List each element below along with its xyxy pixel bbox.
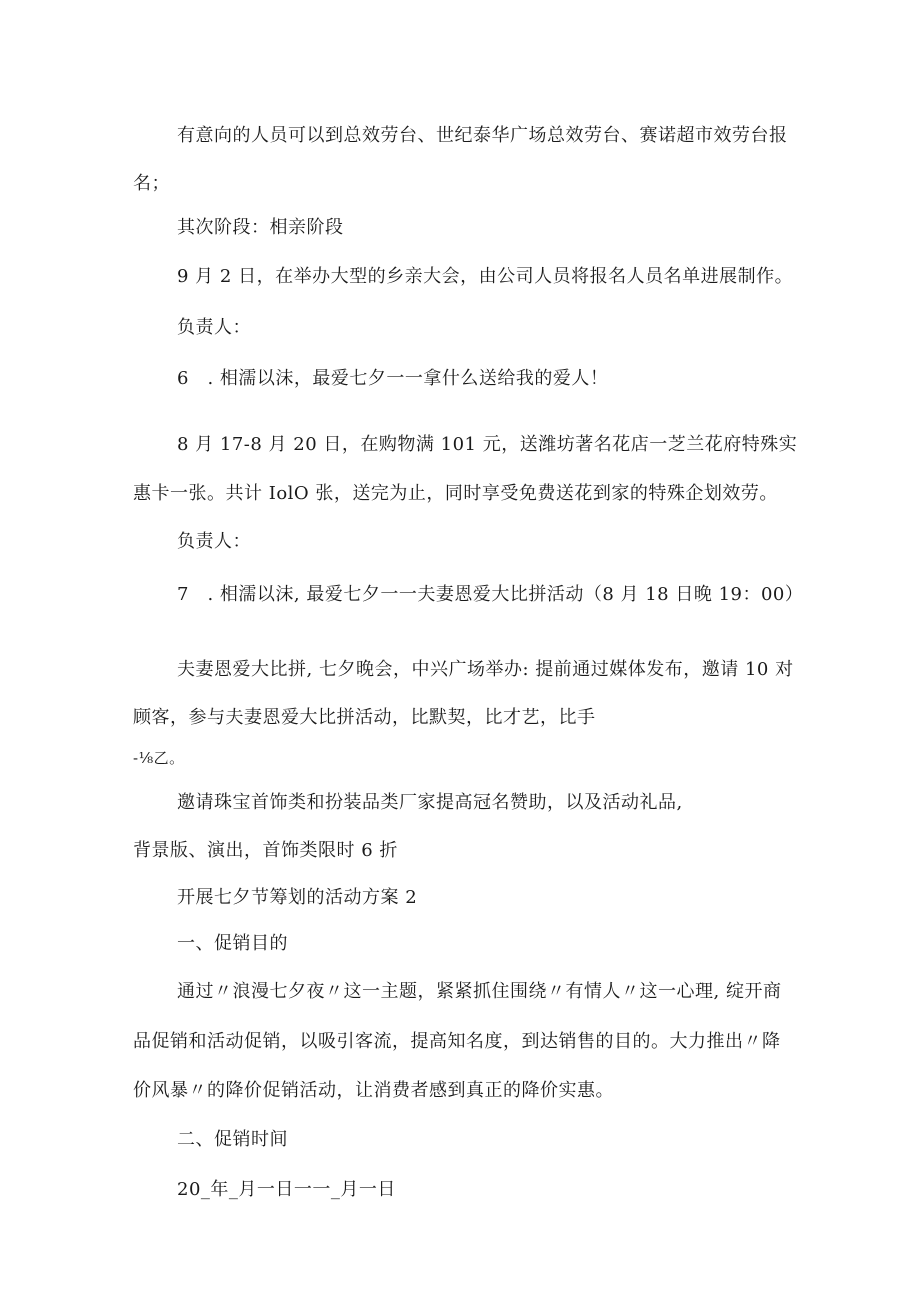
section-heading: 一、促销目的 bbox=[177, 933, 288, 954]
numbered-item-heading: 7 . 相濡以沫, 最爱七夕一一夫妻恩爱大比拼活动（8 月 18 日晚 19：00） bbox=[177, 584, 804, 605]
section-heading: 二、促销时间 bbox=[177, 1129, 288, 1150]
paragraph-line: 有意向的人员可以到总效劳台、世纪泰华广场总效劳台、赛诺超市效劳台报 bbox=[177, 125, 788, 146]
paragraph-line: 背景版、演出，首饰类限时 6 折 bbox=[133, 840, 398, 861]
section-heading: 其次阶段：相亲阶段 bbox=[177, 217, 344, 238]
paragraph-line: 夫妻恩爱大比拼, 七夕晚会，中兴广场举办: 提前通过媒体发布，邀请 10 对 bbox=[177, 659, 794, 680]
paragraph-line: 通过〃浪漫七夕夜〃这一主题，紧紧抓住围绕〃有情人〃这一心理, 绽开商 bbox=[177, 981, 782, 1002]
paragraph-line: 9 月 2 日，在举办大型的乡亲大会，由公司人员将报名人员名单进展制作。 bbox=[177, 266, 794, 287]
responsible-person-label: 负责人： bbox=[177, 531, 251, 552]
paragraph-line-fragment: -⅛乙。 bbox=[133, 749, 185, 767]
paragraph-line: 顾客，参与夫妻恩爱大比拼活动，比默契，比才艺，比手 bbox=[133, 707, 596, 728]
paragraph-line: 价风暴〃的降价促销活动，让消费者感到真正的降价实惠。 bbox=[133, 1080, 614, 1101]
paragraph-line: 名； bbox=[133, 173, 170, 194]
paragraph-line: 邀请珠宝首饰类和扮装品类厂家提高冠名赞助，以及活动礼品, bbox=[177, 792, 683, 813]
paragraph-line: 惠卡一张。共计 IolO 张，送完为止，同时享受免费送花到家的特殊企划效劳。 bbox=[133, 483, 778, 504]
date-range-line: 20_年_月一日一一_月一日 bbox=[177, 1179, 396, 1200]
paragraph-line: 8 月 17-8 月 20 日，在购物满 101 元，送潍坊著名花店一芝兰花府特殊实 bbox=[177, 434, 798, 455]
document-subtitle: 开展七夕节筹划的活动方案 2 bbox=[177, 887, 418, 908]
responsible-person-label: 负责人： bbox=[177, 317, 251, 338]
paragraph-line: 品促销和活动促销，以吸引客流，提高知名度，到达销售的目的。大力推出〃降 bbox=[133, 1031, 781, 1052]
numbered-item-heading: 6 . 相濡以沫，最爱七夕一一拿什么送给我的爱人！ bbox=[177, 368, 609, 389]
